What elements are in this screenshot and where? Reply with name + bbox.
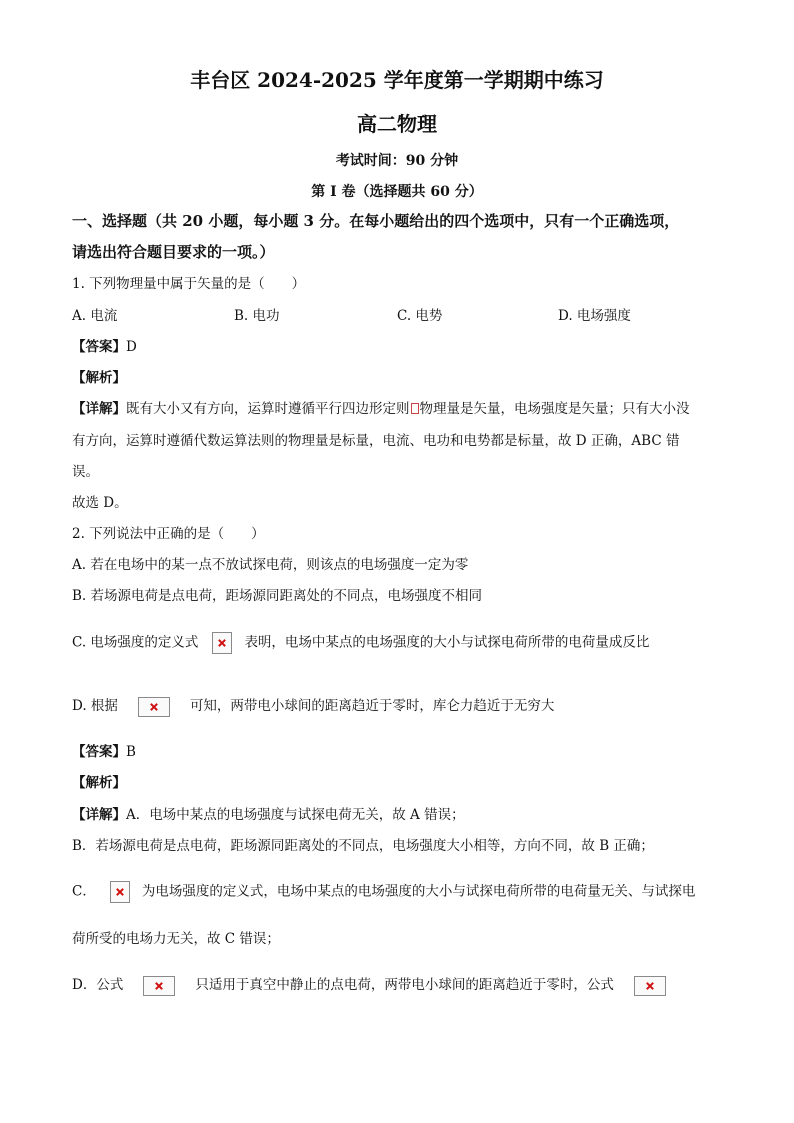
missing-glyph-icon bbox=[411, 403, 419, 414]
formula-image-icon bbox=[138, 697, 170, 717]
detail-text: 只适用于真空中静止的点电荷，两带电小球间的距离趋近于零时，公式 bbox=[195, 977, 614, 993]
q2-detail-c-line2: 荷所受的电场力无关，故 C 错误； bbox=[72, 931, 280, 947]
q2-option-a: A. 若在电场中的某一点不放试探电荷，则该点的电场强度一定为零 bbox=[72, 557, 469, 573]
q2-analysis-tag: 【解析】 bbox=[72, 775, 126, 791]
q1-answer bbox=[72, 337, 137, 357]
q1-conclusion: 故选 D。 bbox=[72, 495, 128, 511]
option-text: 可知，两带电小球间的距离趋近于零时，库仑力趋近于无穷大 bbox=[189, 698, 555, 714]
formula-image-icon bbox=[110, 881, 130, 903]
q1-stem: 1. 下列物理量中属于矢量的是（ ） bbox=[72, 276, 306, 292]
q2-stem: 2. 下列说法中正确的是（ ） bbox=[72, 526, 265, 542]
option-text: C. 电场强度的定义式 bbox=[72, 634, 199, 651]
q2-option-d bbox=[72, 696, 554, 717]
detail-tag: 【详解】 bbox=[72, 807, 126, 823]
detail-text: D．公式 bbox=[72, 977, 124, 993]
q2-answer bbox=[72, 742, 136, 762]
detail-text: C． bbox=[72, 883, 96, 900]
q2-detail-b: B．若场源电荷是点电荷，距场源同距离处的不同点，电场强度大小相等，方向不同，故 B 正确； bbox=[72, 838, 654, 854]
q2-detail-a bbox=[72, 805, 465, 825]
q1-option-d: D. 电场强度 bbox=[558, 308, 631, 324]
q2-detail-c bbox=[72, 881, 695, 903]
subject-title: 高二物理 bbox=[357, 112, 437, 136]
formula-image-icon bbox=[212, 632, 232, 654]
q1-detail-line2: 有方向，运算时遵循代数运算法则的物理量是标量，电流、电功和电势都是标量，故 D 正确，ABC 错 bbox=[72, 433, 680, 449]
q1-detail-line3: 误。 bbox=[72, 464, 99, 480]
detail-text: 物理量是矢量，电场强度是矢量；只有大小没 bbox=[419, 401, 690, 417]
q1-detail-line1 bbox=[72, 399, 690, 419]
section-heading-line2: 请选出符合题目要求的一项。） bbox=[72, 243, 275, 261]
document-title: 丰台区 2024-2025 学年度第一学期期中练习 bbox=[190, 68, 604, 92]
detail-text: 为电场强度的定义式，电场中某点的电场强度的大小与试探电荷所带的电荷量无关、与试探电 bbox=[141, 883, 696, 900]
exam-time: 考试时间：90 分钟 bbox=[335, 153, 459, 169]
option-text: 表明，电场中某点的电场强度的大小与试探电荷所带的电荷量成反比 bbox=[244, 634, 650, 651]
detail-tag: 【详解】 bbox=[72, 401, 126, 417]
q2-option-c bbox=[72, 632, 649, 654]
q1-option-b: B. 电功 bbox=[234, 308, 280, 324]
q2-detail-d bbox=[72, 975, 666, 996]
section-heading-line1: 一、选择题（共 20 小题，每小题 3 分。在每小题给出的四个选项中，只有一个正确选项， bbox=[72, 212, 680, 230]
answer-value: B bbox=[126, 744, 136, 760]
detail-text: A．电场中某点的电场强度与试探电荷无关，故 A 错误； bbox=[126, 807, 465, 823]
formula-image-icon bbox=[143, 976, 175, 996]
q1-option-a: A. 电流 bbox=[72, 308, 118, 324]
q1-analysis-tag: 【解析】 bbox=[72, 370, 126, 386]
q2-option-b: B. 若场源电荷是点电荷，距场源同距离处的不同点，电场强度不相同 bbox=[72, 588, 483, 604]
answer-tag: 【答案】 bbox=[72, 744, 126, 760]
answer-value: D bbox=[126, 339, 137, 355]
formula-image-icon bbox=[634, 976, 666, 996]
volume-label: 第 I 卷（选择题共 60 分） bbox=[311, 184, 483, 200]
answer-tag: 【答案】 bbox=[72, 339, 126, 355]
q1-option-c: C. 电势 bbox=[397, 308, 443, 324]
detail-text: 既有大小又有方向，运算时遵循平行四边形定则 bbox=[126, 401, 410, 417]
option-text: D. 根据 bbox=[72, 698, 118, 714]
